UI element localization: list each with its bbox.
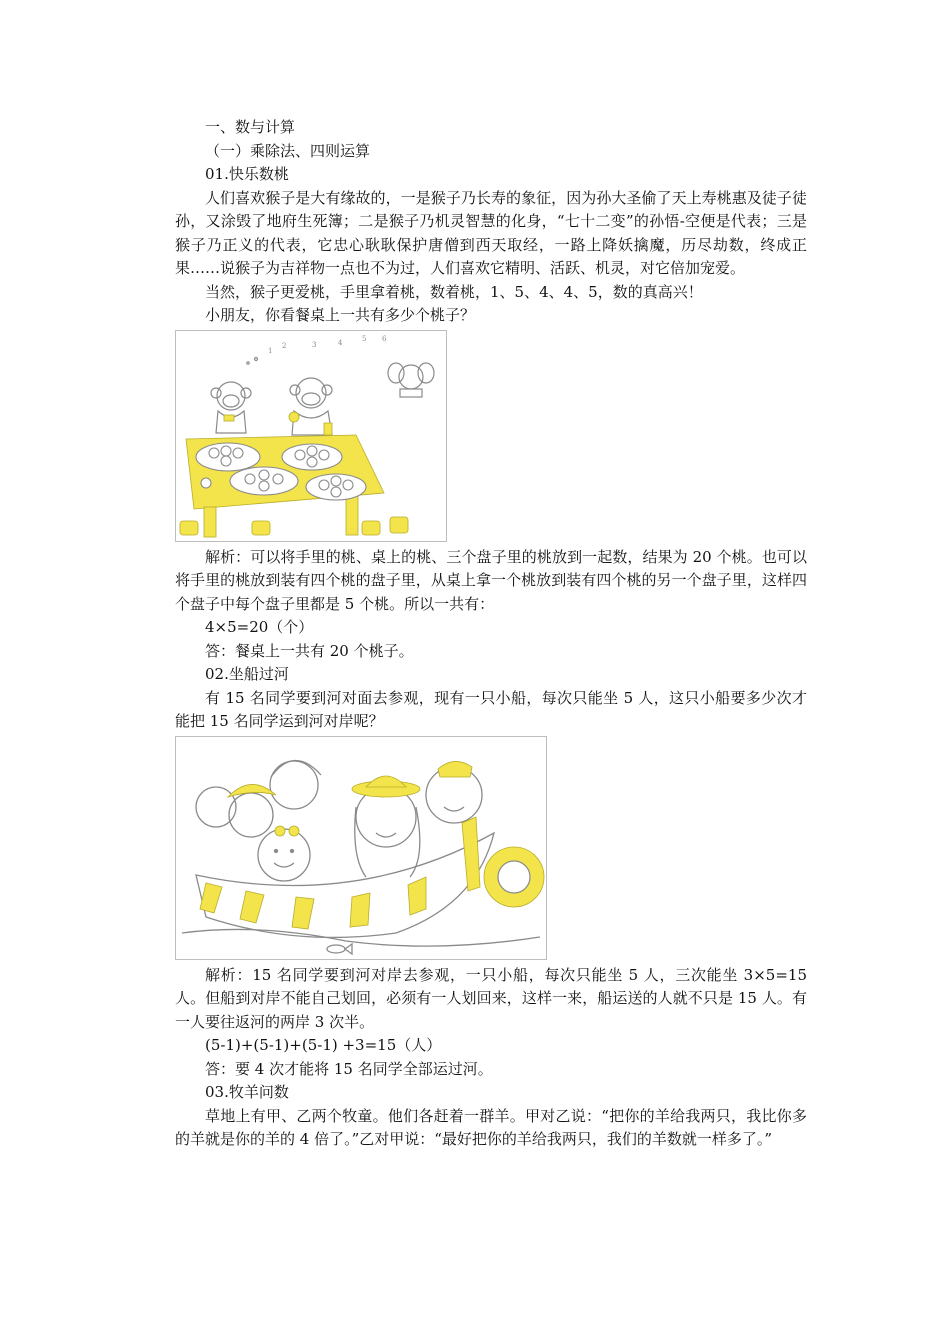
image-number-1: 1	[268, 346, 273, 355]
answer-boat: 答：要 4 次才能将 15 名同学全部运过河。	[205, 1059, 493, 1078]
illustration-monkeys-peaches	[175, 330, 447, 542]
image-number-3: 3	[312, 340, 317, 349]
paragraph-monkey-intro: 人们喜欢猴子是大有缘故的，一是猴子乃长寿的象征，因为孙大圣偷了天上寿桃惠及徒子徒孙，又涂毁了地府生死簿；二是猴子乃机灵智慧的化身，“七十二变”的孙悟-空便是代表；三是猴子乃正义的代表，它忠心耿耿保护唐僧到西天取经，一路上降妖擒魔，历尽劫数，终成正果……说猴子为吉祥物一点也不为过，人们喜欢它精明、活跃、机灵，对它倍加宠爱。	[175, 188, 807, 277]
heading-multiplication-division: （一）乘除法、四则运算	[205, 141, 371, 160]
answer-peaches: 答：餐桌上一共有 20 个桃子。	[205, 641, 414, 660]
image-number-4: 4	[338, 338, 343, 347]
question-boat-crossing: 有 15 名同学要到河对面去参观，现有一只小船，每次只能坐 5 人，这只小船要多少次才能把 15 名同学运到河对岸呢？	[175, 688, 807, 730]
illustration-children-boat	[175, 736, 547, 960]
analysis-boat: 解析：15 名同学要到河对岸去参观，一只小船，每次只能坐 5 人，三次能坐 3×5=15 人。但船到对岸不能自己划回，必须有一人划回来，这样一来，船运送的人就不只是 15 人。有一人要往返河的两岸 3 次半。	[175, 965, 807, 1031]
question-peach-count: 小朋友，你看餐桌上一共有多少个桃子？	[205, 306, 476, 324]
paragraph-monkey-counting: 当然，猴子更爱桃，手里拿着桃，数着桃，1、5、4、4、5，数的真高兴！	[205, 282, 703, 301]
boat-drawing	[176, 737, 546, 959]
image-number-2: 2	[282, 341, 287, 350]
heading-number-and-calculation: 一、数与计算	[205, 118, 296, 136]
paragraph-shepherds: 草地上有甲、乙两个牧童。他们各赶着一群羊。甲对乙说：“把你的羊给我两只，我比你多的羊就是你的羊的 4 倍了。”乙对甲说：“最好把你的羊给我两只，我们的羊数就一样多了。”	[175, 1106, 807, 1148]
monkeys-table-drawing	[176, 331, 446, 541]
section-title-happy-peaches: 01.快乐数桃	[205, 165, 289, 183]
document-body	[175, 116, 807, 1152]
analysis-peaches: 解析：可以将手里的桃、桌上的桃、三个盘子里的桃放到一起数，结果为 20 个桃。也可以将手里的桃放到装有四个桃的盘子里，从桌上拿一个桃放到装有四个桃的另一个盘子里，这样四个盘子中每个盘子里都是 5 个桃。所以一共有：	[175, 547, 807, 613]
formula-peaches: 4×5=20（个）	[205, 618, 314, 636]
formula-boat: (5-1)+(5-1)+(5-1) +3=15（人）	[205, 1036, 442, 1054]
image-number-5: 5	[362, 334, 367, 343]
section-title-boat-crossing: 02.坐船过河	[205, 665, 289, 683]
image-number-6: 6	[382, 334, 387, 343]
section-title-shepherds: 03.牧羊问数	[205, 1083, 289, 1101]
